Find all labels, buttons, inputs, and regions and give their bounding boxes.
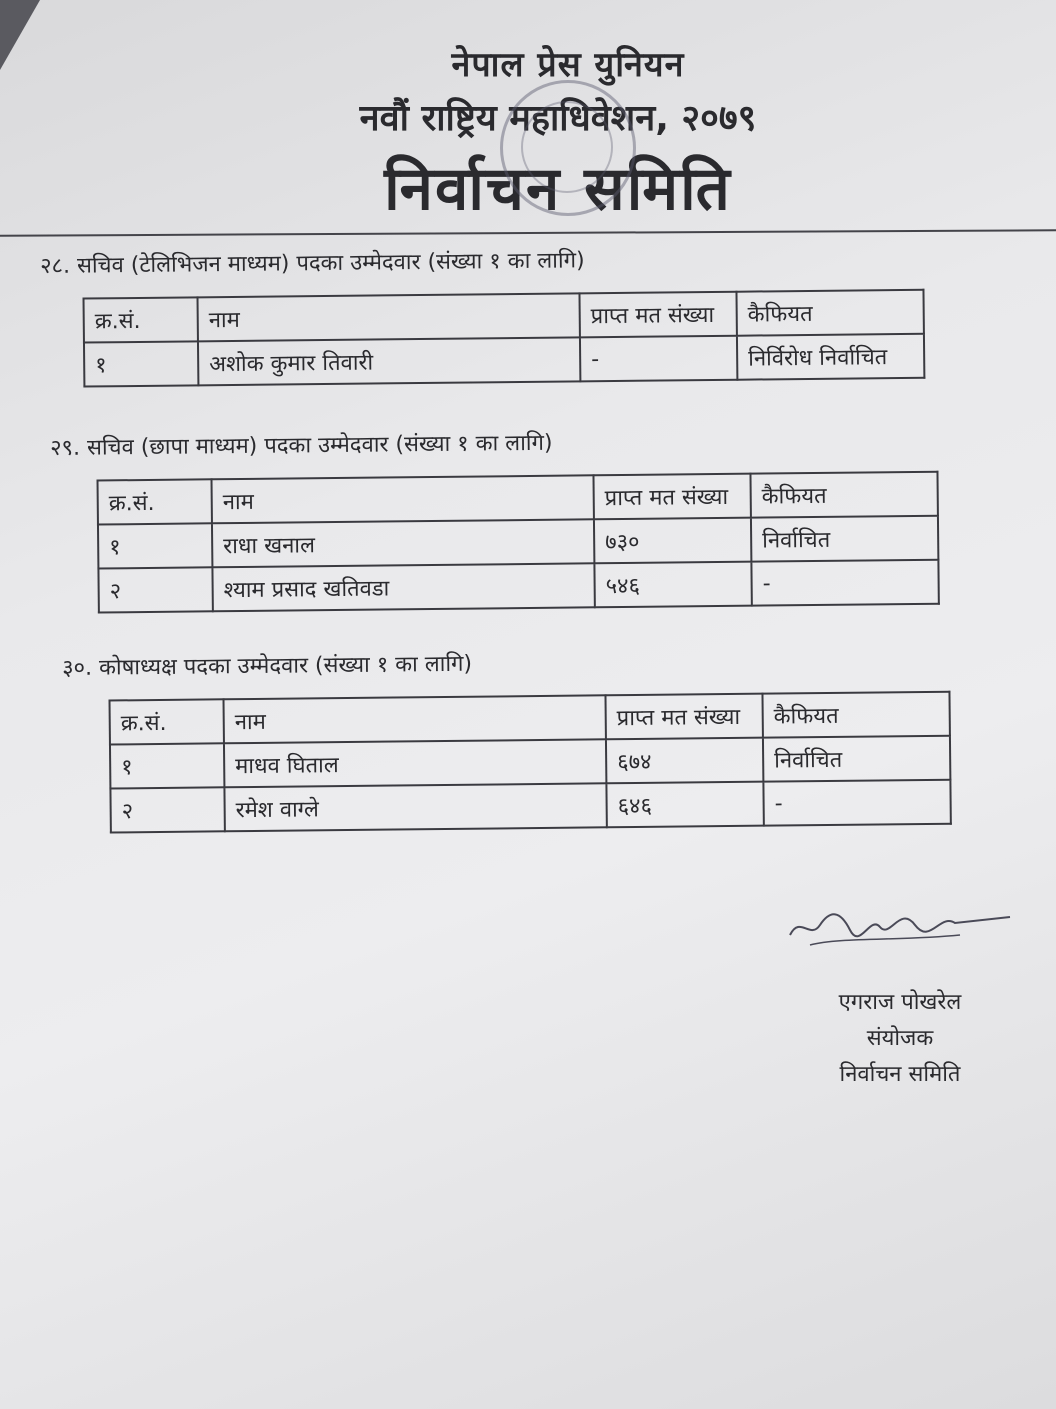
col-votes: प्राप्त मत संख्या: [605, 694, 762, 740]
section-29: [50, 423, 940, 614]
signatory-name: एगराज पोखरेल: [838, 990, 962, 1015]
table-row: [98, 560, 938, 613]
section-title: २९. सचिव (छापा माध्यम) पदका उम्मेदवार (संख्या १ का लागि): [50, 430, 553, 461]
cell-votes: ५४६: [594, 562, 751, 608]
results-table: [83, 289, 926, 388]
section-title: ३०. कोषाध्यक्ष पदका उम्मेदवार (संख्या १ का लागि): [62, 651, 473, 681]
cell-name: अशोक कुमार तिवारी: [198, 337, 580, 385]
cell-remarks: निर्वाचित: [763, 736, 950, 782]
section-title: २८. सचिव (टेलिभिजन माध्यम) पदका उम्मेदवार (संख्या १ का लागि): [40, 248, 585, 279]
cell-sn: १: [110, 743, 224, 788]
results-table: [97, 471, 940, 614]
handwritten-signature: [780, 895, 1010, 945]
cell-sn: २: [110, 787, 224, 832]
organization-title: नेपाल प्रेस युनियन: [451, 45, 685, 85]
signatory-role: संयोजक: [866, 1026, 934, 1051]
signature-block: [780, 895, 1040, 1093]
section-30: [62, 643, 952, 834]
cell-remarks: -: [751, 560, 938, 606]
convention-title: नवौं राष्ट्रिय महाधिवेशन, २०७९: [359, 98, 757, 139]
cell-votes: -: [580, 336, 737, 382]
header-divider: [0, 229, 1056, 237]
cell-remarks: निर्वाचित: [751, 516, 938, 562]
col-name: नाम: [198, 293, 580, 341]
table-row: [84, 334, 924, 387]
results-table: [109, 691, 952, 834]
cell-votes: ७३०: [594, 518, 751, 564]
cell-votes: ६४६: [606, 782, 763, 828]
col-sn: क्र.सं.: [98, 479, 212, 524]
cell-remarks: निर्विरोध निर्वाचित: [737, 334, 924, 380]
table-row: [110, 780, 950, 833]
signatory-committee: निर्वाचन समिति: [839, 1062, 961, 1087]
cell-sn: १: [98, 523, 212, 568]
col-name: नाम: [224, 695, 606, 743]
cell-name: माधव घिताल: [224, 739, 606, 787]
cell-name: राधा खनाल: [212, 519, 594, 567]
col-remarks: कैफियत: [750, 472, 937, 518]
cell-sn: १: [84, 341, 198, 386]
cell-name: रमेश वाग्ले: [224, 783, 606, 831]
col-sn: क्र.सं.: [110, 699, 224, 744]
col-name: नाम: [212, 475, 594, 523]
col-sn: क्र.सं.: [84, 297, 198, 342]
col-remarks: कैफियत: [762, 692, 949, 738]
col-votes: प्राप्त मत संख्या: [593, 474, 750, 520]
committee-title: निर्वाचन समिति: [384, 154, 732, 224]
cell-votes: ६७४: [606, 738, 763, 784]
cell-remarks: -: [763, 780, 950, 826]
cell-sn: २: [98, 567, 212, 612]
section-28: [40, 241, 925, 388]
cell-name: श्याम प्रसाद खतिवडा: [212, 563, 594, 611]
col-votes: प्राप्त मत संख्या: [579, 292, 736, 338]
col-remarks: कैफियत: [736, 290, 923, 336]
official-stamp: [500, 80, 636, 216]
